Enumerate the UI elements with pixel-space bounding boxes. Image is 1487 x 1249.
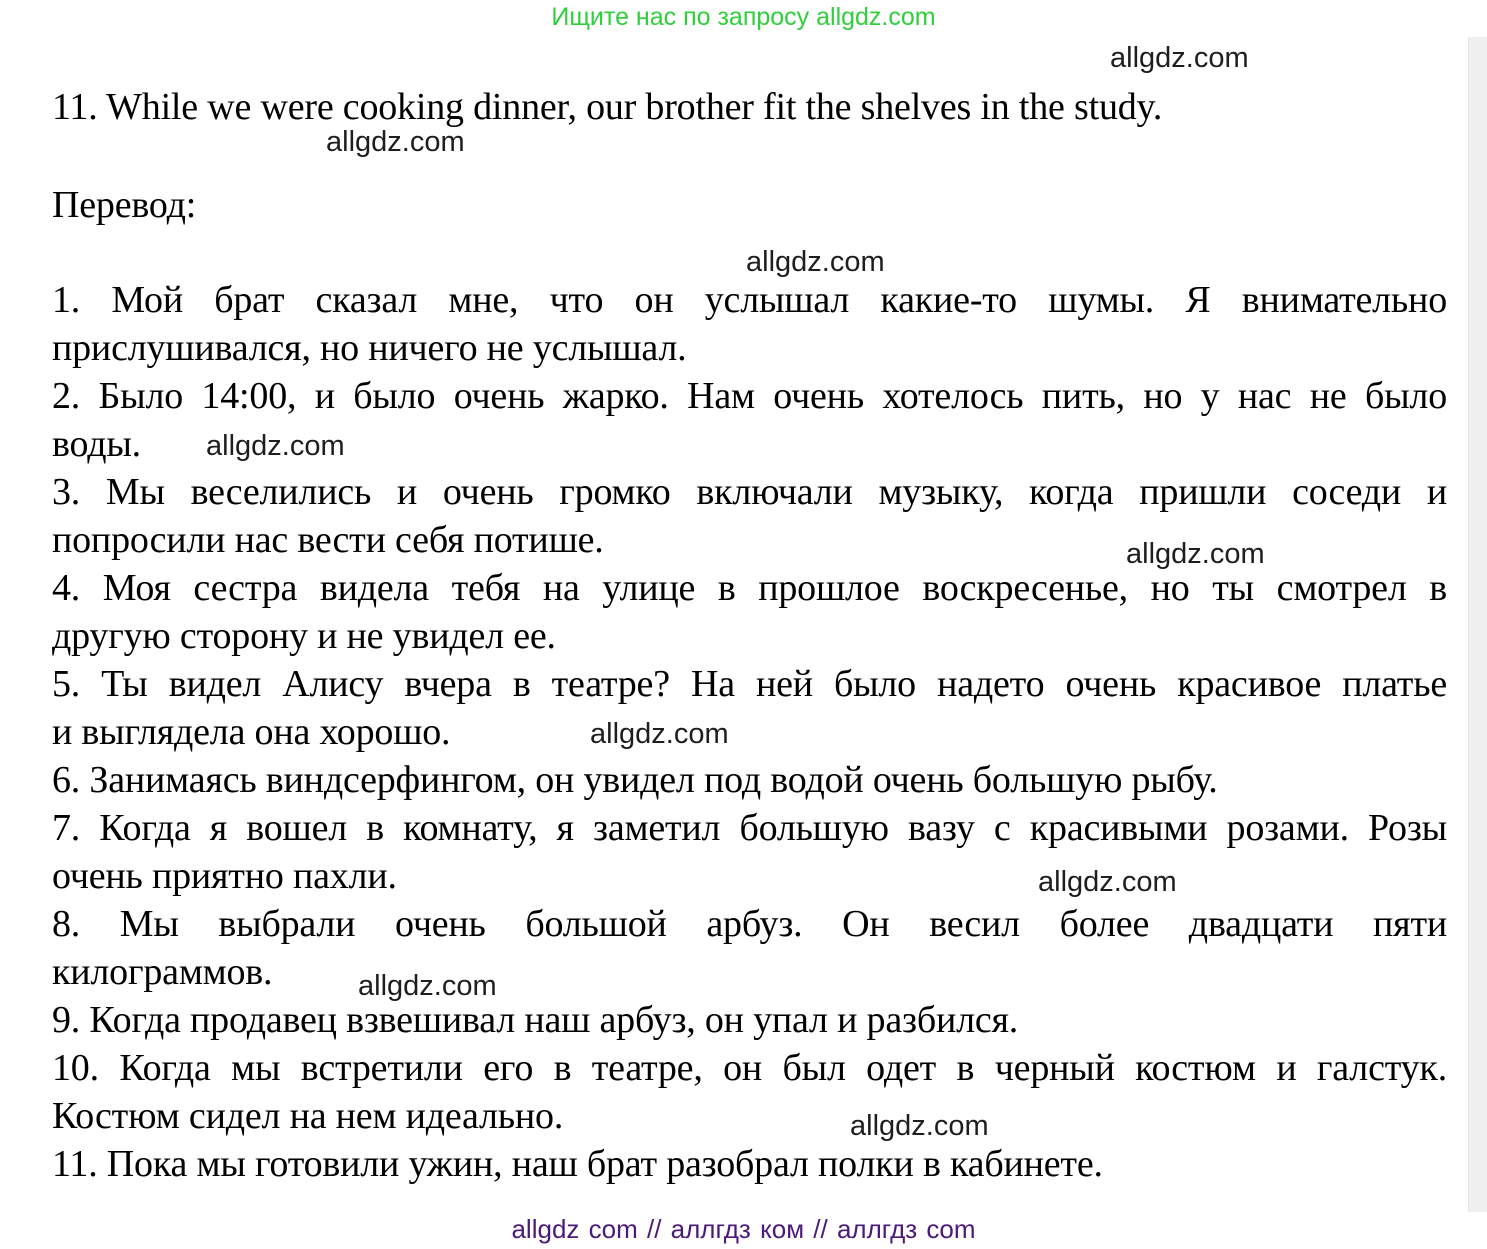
watermark: allgdz.com xyxy=(1038,866,1177,898)
translation-line: 11. Пока мы готовили ужин, наш брат разобрал полки в кабинете. xyxy=(52,1143,1103,1185)
translation-line: 3. Мы веселились и очень громко включали музыку, когда пришли соседи и xyxy=(52,471,1447,513)
translation-line: 2. Было 14:00, и было очень жарко. Нам очень хотелось пить, но у нас не было xyxy=(52,375,1447,417)
watermark: allgdz.com xyxy=(850,1110,989,1142)
translation-line: 8. Мы выбрали очень большой арбуз. Он весил более двадцати пяти xyxy=(52,903,1447,945)
translation-line: и выглядела она хорошо. xyxy=(52,711,451,753)
scrollbar[interactable] xyxy=(1468,37,1487,1212)
translation-line: попросили нас вести себя потише. xyxy=(52,519,604,561)
watermark: allgdz.com xyxy=(590,718,729,750)
translation-line: Костюм сидел на нем идеально. xyxy=(52,1095,564,1137)
translation-line: 9. Когда продавец взвешивал наш арбуз, он упал и разбился. xyxy=(52,999,1019,1041)
translation-line: очень приятно пахли. xyxy=(52,855,397,897)
watermark: allgdz.com xyxy=(326,126,465,158)
translation-line: другую сторону и не увидел ее. xyxy=(52,615,556,657)
translation-line: 1. Мой брат сказал мне, что он услышал какие-то шумы. Я внимательно xyxy=(52,279,1447,321)
watermark: allgdz.com xyxy=(746,246,885,278)
watermark: allgdz.com xyxy=(206,430,345,462)
translation-line: прислушивался, но ничего не услышал. xyxy=(52,327,687,369)
translation-line: 10. Когда мы встретили его в театре, он был одет в черный костюм и галстук. xyxy=(52,1047,1447,1089)
translation-line: 4. Моя сестра видела тебя на улице в прошлое воскресенье, но ты смотрел в xyxy=(52,567,1447,609)
watermark: allgdz.com xyxy=(1126,538,1265,570)
translation-heading: Перевод: xyxy=(52,184,197,226)
translation-line: 7. Когда я вошел в комнату, я заметил большую вазу с красивыми розами. Розы xyxy=(52,807,1447,849)
english-item-11: 11. While we were cooking dinner, our brother fit the shelves in the study. xyxy=(52,86,1163,128)
watermark: allgdz.com xyxy=(1110,42,1249,74)
translation-line: 6. Занимаясь виндсерфингом, он увидел под водой очень большую рыбу. xyxy=(52,759,1218,801)
translation-line: килограммов. xyxy=(52,951,273,993)
footer-links[interactable]: allgdz com // аллгдз ком // аллгдз com xyxy=(511,1214,976,1244)
translation-line: воды. xyxy=(52,423,141,465)
watermark: allgdz.com xyxy=(358,970,497,1002)
top-banner[interactable]: Ищите нас по запросу allgdz.com xyxy=(551,3,936,31)
translation-line: 5. Ты видел Алису вчера в театре? На ней было надето очень красивое платье xyxy=(52,663,1447,705)
